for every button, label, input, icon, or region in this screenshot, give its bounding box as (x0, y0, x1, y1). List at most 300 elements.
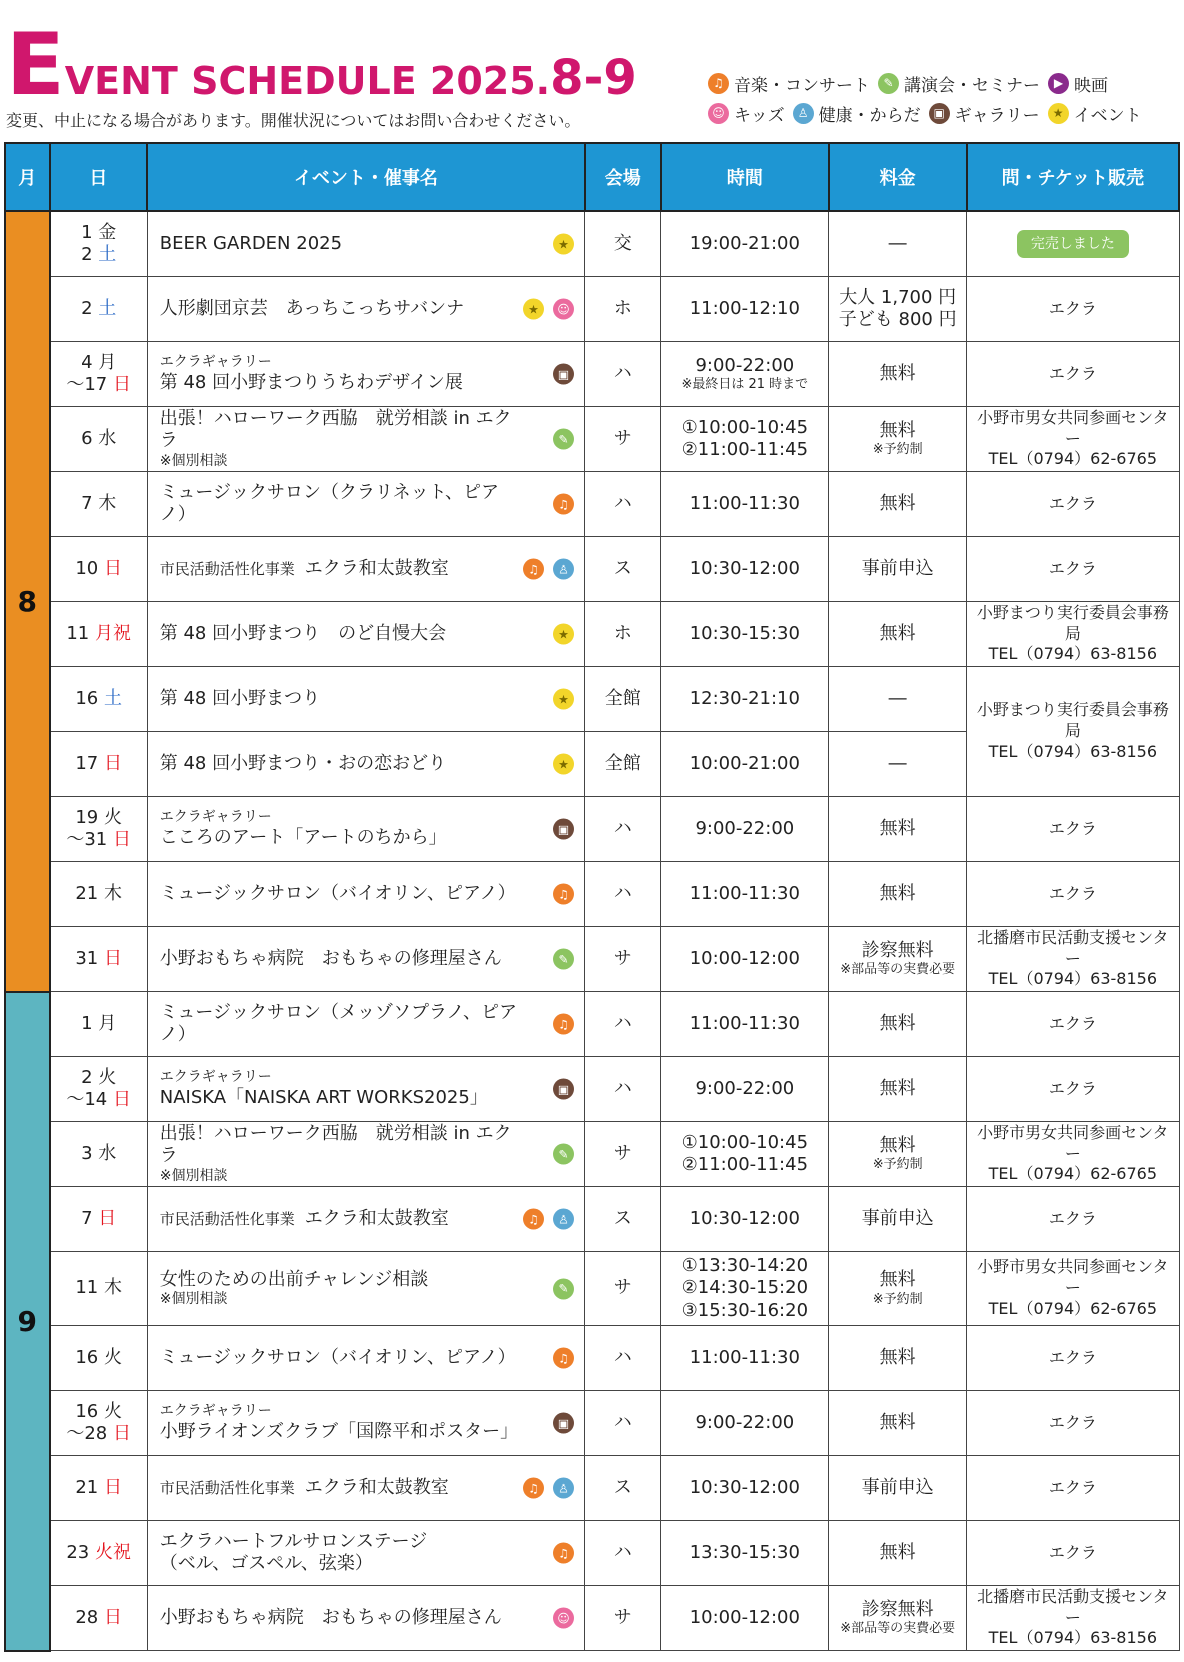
table-row (5, 342, 1179, 407)
date-cell (50, 667, 148, 732)
date-cell (50, 472, 148, 537)
table-row (5, 1391, 1179, 1456)
date-cell (50, 797, 148, 862)
time-cell (661, 1187, 829, 1252)
event-name-block (160, 233, 580, 256)
venue-cell (585, 1252, 661, 1326)
date-text: 28 (75, 1606, 104, 1628)
table-header-row (5, 143, 1179, 211)
gallery-icon: ▣ (553, 364, 574, 385)
fee-text: 事前申込 (861, 1207, 934, 1229)
event-note: ※個別相談 (159, 1167, 228, 1184)
date-text: 土 (98, 244, 117, 265)
event-category: エクラギャラリー (159, 1069, 272, 1085)
contact-cell (967, 1391, 1179, 1456)
date-text: 7 木 (81, 492, 117, 514)
date-text: 23 (66, 1541, 95, 1563)
event-note: ※個別相談 (159, 452, 228, 469)
fee-text: 子ども 800 円 (838, 309, 957, 330)
date-text: 日 (103, 947, 122, 969)
legend-item (929, 101, 1040, 126)
event-name-block (160, 1002, 580, 1047)
venue-cell (585, 1456, 661, 1521)
table-row (5, 407, 1179, 472)
legend-label: 映画 (1074, 75, 1108, 96)
time-cell (661, 537, 829, 602)
contact-text: TEL（0794）63-8156 (988, 1628, 1158, 1648)
column-header: イベント・催事名 (147, 143, 584, 211)
venue-text: ハ (613, 1541, 632, 1563)
event-icon: ★ (1048, 103, 1069, 124)
fee-cell (829, 1187, 967, 1252)
contact-text: TEL（0794）63-8156 (988, 644, 1158, 664)
time-text: ②11:00-11:45 (681, 439, 809, 460)
contact-text: エクラ (1048, 1412, 1097, 1432)
time-cell (661, 472, 829, 537)
fee-cell (829, 1521, 967, 1586)
column-header: 料金 (829, 143, 967, 211)
event-icon: ★ (553, 624, 574, 645)
event-type-icons (553, 949, 574, 970)
date-text: 日 (112, 829, 131, 850)
table-row (5, 1326, 1179, 1391)
venue-text: ハ (613, 492, 632, 514)
event-type-icons (553, 1144, 574, 1165)
fee-text: 事前申込 (861, 557, 934, 579)
time-text: 11:00-11:30 (689, 1346, 800, 1368)
venue-cell (585, 407, 661, 472)
event-name-block (160, 883, 580, 906)
fee-text: 無料 (879, 419, 916, 441)
event-title: エクラ和太鼓教室 (304, 557, 449, 579)
time-text: 11:00-12:10 (689, 297, 800, 319)
event-type-icons (553, 1278, 574, 1299)
contact-text: 小野市男女共同参画センター (977, 407, 1169, 448)
time-cell (661, 1521, 829, 1586)
event-title: NAISKA「NAISKA ART WORKS2025」 (159, 1086, 488, 1108)
date-text: 2 (81, 244, 99, 265)
fee-cell (829, 862, 967, 927)
date-text: 日 (98, 1207, 117, 1229)
date-text: 19 火 (75, 806, 122, 828)
event-name-block (160, 753, 580, 776)
venue-text: ホ (613, 622, 632, 644)
date-text: 31 (75, 947, 104, 969)
kids-icon: ☺ (553, 1608, 574, 1629)
event-type-icons (523, 1478, 574, 1499)
event-name-cell (147, 927, 584, 992)
time-cell (661, 211, 829, 277)
fee-text: 無料 (879, 1541, 916, 1563)
legend-item (793, 101, 921, 126)
venue-text: ホ (613, 297, 632, 319)
time-cell (661, 407, 829, 472)
date-cell (50, 1122, 148, 1187)
venue-text: ハ (613, 1346, 632, 1368)
event-name-block (160, 1269, 580, 1309)
event-type-icons (553, 819, 574, 840)
legend-label: イベント (1073, 105, 1142, 126)
table-row (5, 1252, 1179, 1326)
fee-text: ― (888, 752, 907, 774)
table-row (5, 992, 1179, 1057)
event-title: 出張！ハローワーク西脇 就労相談 in エクラ (159, 407, 512, 452)
contact-text: TEL（0794）62-6765 (988, 1164, 1158, 1184)
time-text: 10:30-15:30 (689, 622, 800, 644)
lecture-icon: ✎ (553, 1144, 574, 1165)
date-text: 4 月 (81, 351, 117, 373)
contact-text: 北播磨市民活動支援センター (977, 1586, 1169, 1627)
event-name-block (160, 688, 580, 711)
contact-cell (967, 1326, 1179, 1391)
table-row (5, 537, 1179, 602)
date-text: 16 火 (75, 1346, 122, 1368)
time-cell (661, 797, 829, 862)
event-name-cell (147, 1586, 584, 1651)
venue-cell (585, 1521, 661, 1586)
event-title: 第 48 回小野まつり のど自慢大会 (159, 622, 447, 644)
event-schedule-table (4, 142, 1180, 1652)
date-text: 月祝 (94, 622, 131, 644)
event-name-block (160, 1347, 580, 1370)
legend-item (878, 71, 1040, 96)
event-type-icons (553, 1413, 574, 1434)
fee-cell (829, 1122, 967, 1187)
contact-cell (967, 1586, 1179, 1651)
event-name-cell (147, 342, 584, 407)
fee-cell (829, 1391, 967, 1456)
gallery-icon: ▣ (553, 1079, 574, 1100)
fee-cell (829, 1326, 967, 1391)
event-type-icons (553, 754, 574, 775)
fee-cell (829, 732, 967, 797)
event-title: ミュージックサロン（メッゾソプラノ、ピアノ） (159, 1001, 518, 1045)
event-name-block (160, 354, 580, 394)
time-text: 9:00-22:00 (695, 1077, 795, 1099)
event-title: BEER GARDEN 2025 (159, 232, 343, 254)
contact-cell (967, 537, 1179, 602)
time-text: ③15:30-16:20 (681, 1299, 809, 1321)
contact-cell (967, 407, 1179, 472)
month-cell (5, 211, 50, 992)
event-title: ミュージックサロン（クラリネット、ピアノ） (159, 481, 500, 525)
time-text: ①10:00-10:45 (681, 1131, 809, 1153)
event-type-icons (553, 1348, 574, 1369)
table-row (5, 1187, 1179, 1252)
fee-cell (829, 1057, 967, 1122)
time-cell (661, 1326, 829, 1391)
time-text: 9:00-22:00 (695, 354, 795, 376)
contact-text: 小野まつり実行委員会事務局 (976, 602, 1169, 643)
fee-text: 無料 (879, 362, 916, 384)
venue-cell (585, 472, 661, 537)
contact-cell (967, 797, 1179, 862)
venue-text: ハ (613, 882, 632, 904)
music-icon: ♫ (553, 494, 574, 515)
venue-text: ハ (613, 1077, 632, 1099)
legend-label: 講演会・セミナー (904, 75, 1040, 96)
event-name-cell (147, 602, 584, 667)
time-text: 10:30-12:00 (689, 557, 800, 579)
column-header: 時間 (661, 143, 829, 211)
venue-cell (585, 1122, 661, 1187)
contact-text: TEL（0794）62-6765 (988, 449, 1158, 469)
fee-text: ― (888, 687, 907, 709)
event-name-cell (147, 407, 584, 472)
column-header: 月 (5, 143, 50, 211)
table-row (5, 1521, 1179, 1586)
legend-item (708, 101, 785, 126)
date-text: 11 (66, 622, 95, 644)
time-cell (661, 1252, 829, 1326)
time-text: 11:00-11:30 (689, 1012, 800, 1034)
date-text: 1 金 (81, 221, 117, 243)
contact-text: 小野市男女共同参画センター (977, 1257, 1169, 1298)
time-cell (661, 1586, 829, 1651)
event-type-icons (553, 1079, 574, 1100)
event-name-cell (147, 667, 584, 732)
date-cell (50, 862, 148, 927)
fee-text: 無料 (879, 882, 916, 904)
event-type-icons (553, 234, 574, 255)
date-text: 日 (112, 374, 131, 395)
date-text: 日 (103, 557, 122, 579)
date-text: 火祝 (94, 1541, 131, 1563)
gallery-icon: ▣ (553, 1413, 574, 1434)
time-text: ①10:00-10:45 (681, 416, 809, 438)
event-name-cell (147, 1122, 584, 1187)
event-title: エクラ和太鼓教室 (304, 1207, 449, 1229)
music-icon: ♫ (523, 559, 544, 580)
venue-cell (585, 1586, 661, 1651)
event-title: 人形劇団京芸 あっちこっちサバンナ (159, 297, 465, 319)
event-type-icons (553, 429, 574, 450)
time-text: 12:30-21:10 (689, 687, 800, 709)
table-row (5, 602, 1179, 667)
date-text: 日 (112, 1423, 131, 1444)
event-type-icons (553, 364, 574, 385)
music-icon: ♫ (523, 1478, 544, 1499)
date-cell (50, 537, 148, 602)
time-text: 10:30-12:00 (689, 1476, 800, 1498)
table-body (5, 211, 1179, 1651)
contact-cell (967, 1521, 1179, 1586)
time-cell (661, 342, 829, 407)
event-title: エクラ和太鼓教室 (304, 1476, 449, 1498)
contact-cell (967, 1187, 1179, 1252)
date-text: 16 (75, 687, 104, 709)
venue-cell (585, 927, 661, 992)
date-text: 16 火 (75, 1400, 122, 1422)
date-cell (50, 1521, 148, 1586)
lecture-icon: ✎ (878, 73, 899, 94)
time-cell (661, 927, 829, 992)
date-cell (50, 1456, 148, 1521)
event-type-icons (553, 1608, 574, 1629)
date-cell (50, 1586, 148, 1651)
event-name-cell (147, 862, 584, 927)
event-name-cell (147, 1326, 584, 1391)
event-name-block (160, 809, 580, 849)
event-note: （ベル、ゴスペル、弦楽） (159, 1553, 373, 1574)
fee-text: 無料 (879, 1134, 916, 1156)
event-icon: ★ (553, 234, 574, 255)
event-name-cell (147, 1252, 584, 1326)
kids-icon: ☺ (553, 299, 574, 320)
event-name-cell (147, 1521, 584, 1586)
date-text: ～28 (66, 1423, 113, 1444)
fee-note: ※部品等の実費必要 (840, 962, 956, 978)
date-text: 土 (103, 687, 122, 709)
event-title: 小野おもちゃ病院 おもちゃの修理屋さん (159, 1606, 502, 1628)
contact-text: エクラ (1048, 493, 1097, 513)
music-icon: ♫ (708, 73, 729, 94)
month-label: 9 (17, 1304, 38, 1338)
time-text: 9:00-22:00 (695, 1411, 795, 1433)
venue-text: ス (613, 1207, 632, 1229)
date-text: 17 (75, 752, 104, 774)
contact-text: TEL（0794）62-6765 (988, 1298, 1158, 1318)
contact-text: エクラ (1048, 1347, 1097, 1367)
event-title: エクラハートフルサロンステージ (159, 1530, 428, 1552)
event-name-cell (147, 211, 584, 277)
contact-text: エクラ (1048, 818, 1097, 838)
fee-text: 無料 (879, 817, 916, 839)
contact-cell (967, 602, 1179, 667)
time-cell (661, 1456, 829, 1521)
event-type-icons (523, 1209, 574, 1230)
fee-text: 無料 (879, 492, 916, 514)
legend-row (708, 68, 1184, 98)
time-text: 11:00-11:30 (689, 492, 800, 514)
event-title: こころのアート「アートのちから」 (159, 826, 447, 848)
event-title: ミュージックサロン（バイオリン、ピアノ） (159, 882, 516, 904)
contact-text: エクラ (1048, 298, 1097, 318)
date-text: 日 (112, 1089, 131, 1110)
event-type-icons (553, 689, 574, 710)
event-name-cell (147, 1456, 584, 1521)
venue-cell (585, 862, 661, 927)
time-text: 13:30-15:30 (689, 1541, 800, 1563)
fee-text: 無料 (879, 1269, 916, 1291)
table-row (5, 927, 1179, 992)
contact-cell (967, 927, 1179, 992)
contact-cell (967, 1456, 1179, 1521)
date-cell (50, 1391, 148, 1456)
event-name-block (160, 623, 580, 646)
contact-text: エクラ (1048, 883, 1097, 903)
event-title: 第 48 回小野まつり・おの恋おどり (159, 752, 447, 774)
contact-cell (967, 1122, 1179, 1187)
icon-legend (708, 68, 1184, 128)
health-icon: ♙ (793, 103, 814, 124)
event-program: 市民活動活性化事業 (159, 559, 295, 578)
lecture-icon: ✎ (553, 949, 574, 970)
event-type-icons (553, 1543, 574, 1564)
contact-cell (967, 667, 1179, 797)
fee-cell (829, 602, 967, 667)
event-name-block (160, 1403, 580, 1443)
venue-cell (585, 211, 661, 277)
month-label: 8 (17, 584, 38, 618)
contact-text: エクラ (1048, 1542, 1097, 1562)
venue-cell (585, 342, 661, 407)
fee-cell (829, 927, 967, 992)
date-text: ～31 (66, 829, 113, 850)
contact-text: エクラ (1048, 1208, 1097, 1228)
venue-text: サ (613, 947, 632, 969)
fee-cell (829, 667, 967, 732)
health-icon: ♙ (553, 1478, 574, 1499)
event-name-cell (147, 277, 584, 342)
fee-cell (829, 407, 967, 472)
event-name-block (160, 1477, 580, 1500)
event-name-block (160, 482, 580, 527)
event-icon: ★ (553, 754, 574, 775)
venue-cell (585, 797, 661, 862)
venue-cell (585, 537, 661, 602)
date-text: 2 (81, 297, 99, 319)
date-text: 3 水 (81, 1142, 117, 1164)
venue-cell (585, 1391, 661, 1456)
event-name-cell (147, 537, 584, 602)
contact-cell (967, 1057, 1179, 1122)
time-cell (661, 1122, 829, 1187)
month-cell (5, 992, 50, 1651)
event-name-block (160, 1607, 580, 1630)
date-text: 6 水 (81, 427, 117, 449)
fee-text: 診察無料 (861, 939, 934, 961)
time-cell (661, 862, 829, 927)
date-text: 21 (75, 1476, 104, 1498)
event-type-icons (553, 1014, 574, 1035)
date-text: 日 (103, 1606, 122, 1628)
fee-cell (829, 1456, 967, 1521)
date-text: 1 月 (81, 1012, 117, 1034)
contact-cell (967, 992, 1179, 1057)
contact-text: 小野市男女共同参画センター (977, 1122, 1169, 1163)
event-name-cell (147, 1057, 584, 1122)
event-program: 市民活動活性化事業 (159, 1478, 295, 1497)
date-text: 21 木 (75, 882, 122, 904)
contact-text: TEL（0794）63-8156 (988, 741, 1158, 761)
time-text: 19:00-21:00 (689, 232, 800, 254)
venue-cell (585, 277, 661, 342)
date-cell (50, 1326, 148, 1391)
legend-label: 音楽・コンサート (734, 75, 870, 96)
event-type-icons (553, 884, 574, 905)
date-cell (50, 1187, 148, 1252)
fee-note: ※予約制 (872, 442, 923, 458)
date-cell (50, 407, 148, 472)
date-cell (50, 732, 148, 797)
date-text: 11 木 (75, 1277, 122, 1299)
notice-text: 変更、中止になる場合があります。開催状況についてはお問い合わせください。 (6, 111, 581, 130)
fee-cell (829, 342, 967, 407)
time-cell (661, 277, 829, 342)
time-note: ※最終日は 21 時まで (681, 377, 809, 393)
fee-text: 診察無料 (861, 1598, 934, 1620)
event-name-block (160, 1531, 580, 1576)
column-header: 会場 (585, 143, 661, 211)
health-icon: ♙ (553, 1209, 574, 1230)
contact-cell (967, 211, 1179, 277)
time-text: 9:00-22:00 (695, 817, 795, 839)
gallery-icon: ▣ (929, 103, 950, 124)
fee-note: ※予約制 (872, 1157, 923, 1173)
contact-cell (967, 342, 1179, 407)
fee-cell (829, 472, 967, 537)
